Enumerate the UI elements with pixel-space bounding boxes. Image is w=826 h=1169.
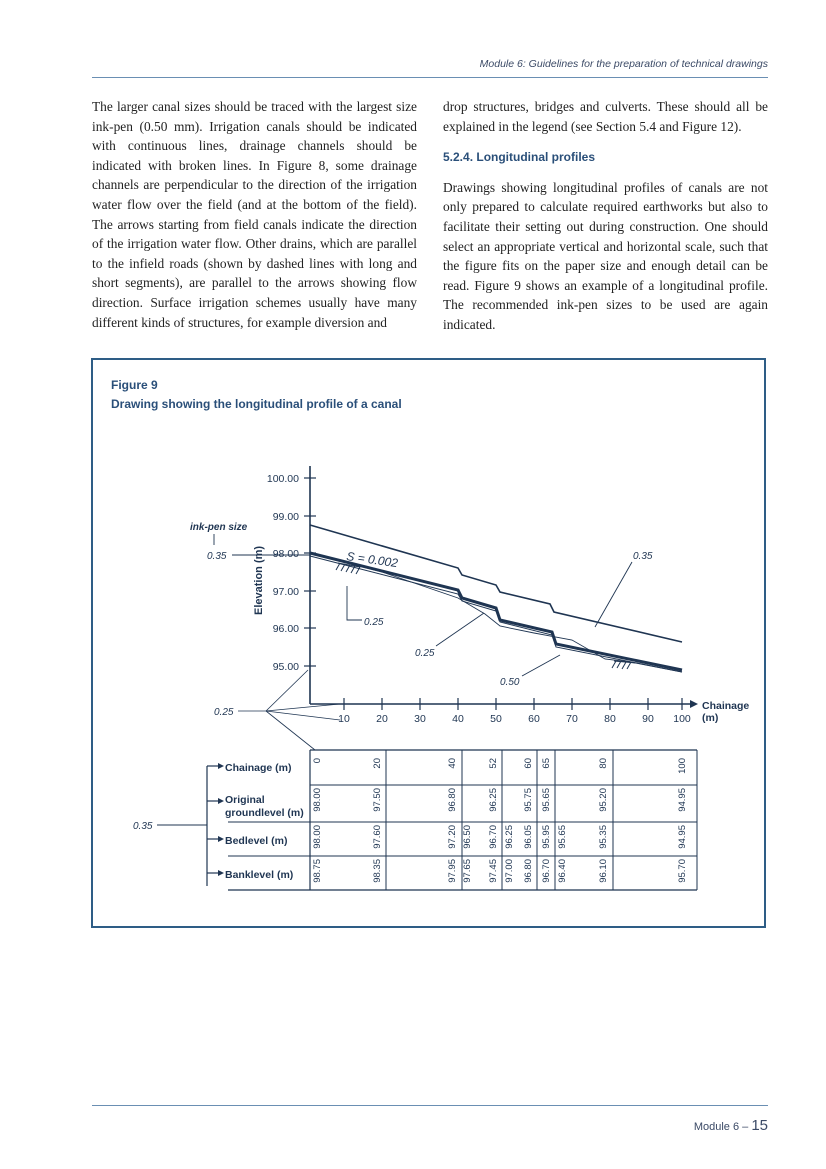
bed-cell: 95.65 (557, 825, 568, 849)
bank-cell: 95.70 (677, 859, 688, 883)
bed-cell: 97.20 (447, 825, 458, 849)
chainage-cell: 100 (677, 758, 688, 774)
y-axis-label: Elevation (m) (253, 545, 265, 615)
x-tick-label: 80 (604, 713, 616, 725)
row-arrow (218, 798, 224, 804)
bank-cell: 98.75 (312, 859, 323, 883)
body-paragraph: The larger canal sizes should be traced with the largest size ink-pen (0.50 mm). Irrigation canals should be indicated with continuous lines, drainage channels should be indicated with broken lines. In Figure 8, some drainage channels are perpendicular to the direction of the irrigation water flow over the field (and at the bottom of the field). The arrows starting from field canals indicate the direction of the irrigation water flow. Other drains, which are parallel to the infield roads (shown by dashed lines with long and short segments), are parallel to the arrows showing flow direction. Surface irrigation schemes usually have many different kinds of structures, for example diversion and (92, 99, 417, 330)
bed-pen-callout: 0.50 (500, 677, 520, 688)
page-number: 15 (751, 1117, 768, 1134)
inkpen-size-title: ink-pen size (190, 522, 248, 533)
bank-cell: 96.80 (523, 859, 534, 883)
bank-cell: 96.40 (557, 859, 568, 883)
ground-cell: 96.25 (488, 788, 499, 812)
bank-cell: 97.00 (504, 859, 515, 883)
bed-cell: 96.50 (462, 825, 473, 849)
figure-number: Figure 9 (111, 378, 158, 392)
bed-line-leader (436, 613, 484, 646)
slope-label: S = 0.002 (345, 549, 399, 571)
x-axis-label: Chainage (702, 700, 750, 712)
y-tick-label: 95.00 (272, 661, 299, 673)
bank-cell: 96.10 (598, 859, 609, 883)
page-footer (694, 1117, 768, 1134)
running-header: Module 6: Guidelines for the preparation of technical drawings (479, 58, 768, 70)
y-tick-label: 97.00 (272, 586, 299, 598)
bed-cell: 98.00 (312, 825, 323, 849)
row-label-chainage: Chainage (m) (225, 762, 292, 774)
axes-pen-callout: 0.25 (214, 707, 234, 718)
row-label-bed: Bedlevel (m) (225, 835, 288, 847)
y-tick-label: 100.00 (266, 473, 299, 485)
bed-cell: 95.95 (541, 825, 552, 849)
y-tick-label: 96.00 (272, 623, 299, 635)
row-arrow (218, 836, 224, 842)
chainage-cell: 60 (523, 758, 534, 769)
bank-right-leader (595, 562, 632, 627)
x-tick-label: 50 (490, 713, 502, 725)
bed-cell: 96.70 (488, 825, 499, 849)
y-tick-label: 98.00 (272, 548, 299, 560)
row-label-ground-2: groundlevel (m) (225, 807, 304, 819)
x-axis-label-unit: (m) (702, 712, 719, 724)
chainage-cell: 0 (312, 758, 323, 764)
footer-rule (92, 1105, 768, 1106)
chainage-cell: 80 (598, 758, 609, 769)
ground-cell: 94.95 (677, 788, 688, 812)
x-axis-arrow (690, 700, 698, 708)
ground-cell: 96.80 (447, 788, 458, 812)
x-tick-label: 70 (566, 713, 578, 725)
ground-pen-callout: 0.25 (364, 617, 384, 628)
ground-hatch-symbol (612, 661, 636, 669)
row-label-ground: Original (225, 794, 265, 806)
ground-cell: 95.75 (523, 788, 534, 812)
ground-pen-leader (347, 586, 362, 620)
bank-cell: 97.45 (488, 859, 499, 883)
row-arrow (218, 763, 224, 769)
bank-right-callout: 0.35 (633, 551, 653, 562)
bank-cell: 97.65 (462, 859, 473, 883)
row-label-bank: Banklevel (m) (225, 869, 294, 881)
bed-cell: 95.35 (598, 825, 609, 849)
bed-thin-line (310, 556, 682, 672)
chainage-cell: 52 (488, 758, 499, 769)
x-tick-label: 40 (452, 713, 464, 725)
chainage-cell: 65 (541, 758, 552, 769)
chainage-cell: 20 (372, 758, 383, 769)
bed-cell: 96.25 (504, 825, 515, 849)
bed-cell: 96.05 (523, 825, 534, 849)
x-tick-label: 60 (528, 713, 540, 725)
x-tick-label: 100 (673, 713, 691, 725)
figure-caption: Drawing showing the longitudinal profile of a canal (111, 397, 402, 411)
ground-cell: 97.50 (372, 788, 383, 812)
bed-cell: 97.60 (372, 825, 383, 849)
table-values (312, 758, 688, 883)
body-paragraph: Drawings showing longitudinal profiles of canals are not only prepared to calculate required earthworks but also to facilitate their setting out during construction. One should select an appropriate vertical and horizontal scale, such that the figure fits on the paper size and enough detail can be read. Figure 9 shows an example of a longitudinal profile. The recommended ink-pen sizes to be used are again indicated. (443, 179, 768, 332)
ground-cell: 98.00 (312, 788, 323, 812)
x-tick-label: 30 (414, 713, 426, 725)
section-heading: 5.2.4. Longitudinal profiles (443, 150, 596, 165)
bank-pen-callout: 0.35 (207, 551, 227, 562)
ground-cell: 95.20 (598, 788, 609, 812)
bank-cell: 98.35 (372, 859, 383, 883)
row-label-bracket (207, 766, 220, 886)
body-paragraph: drop structures, bridges and culverts. These should all be explained in the legend (see Section 5.4 and Figure 12). (443, 99, 768, 134)
ground-cell: 95.65 (541, 788, 552, 812)
bed-pen-leader (522, 655, 560, 676)
bed-line-callout: 0.25 (415, 648, 435, 659)
bed-cell: 94.95 (677, 825, 688, 849)
x-tick-label: 90 (642, 713, 654, 725)
bank-cell: 96.70 (541, 859, 552, 883)
table-pen-callout: 0.35 (133, 821, 153, 832)
footer-module: Module 6 – (693, 1121, 749, 1133)
y-tick-label: 99.00 (272, 511, 299, 523)
row-arrow (218, 870, 224, 876)
chainage-cell: 40 (447, 758, 458, 769)
axes-pen-leaders (238, 670, 340, 750)
x-tick-label: 20 (376, 713, 388, 725)
bank-cell: 97.95 (447, 859, 458, 883)
x-tick-label: 10 (338, 713, 350, 725)
